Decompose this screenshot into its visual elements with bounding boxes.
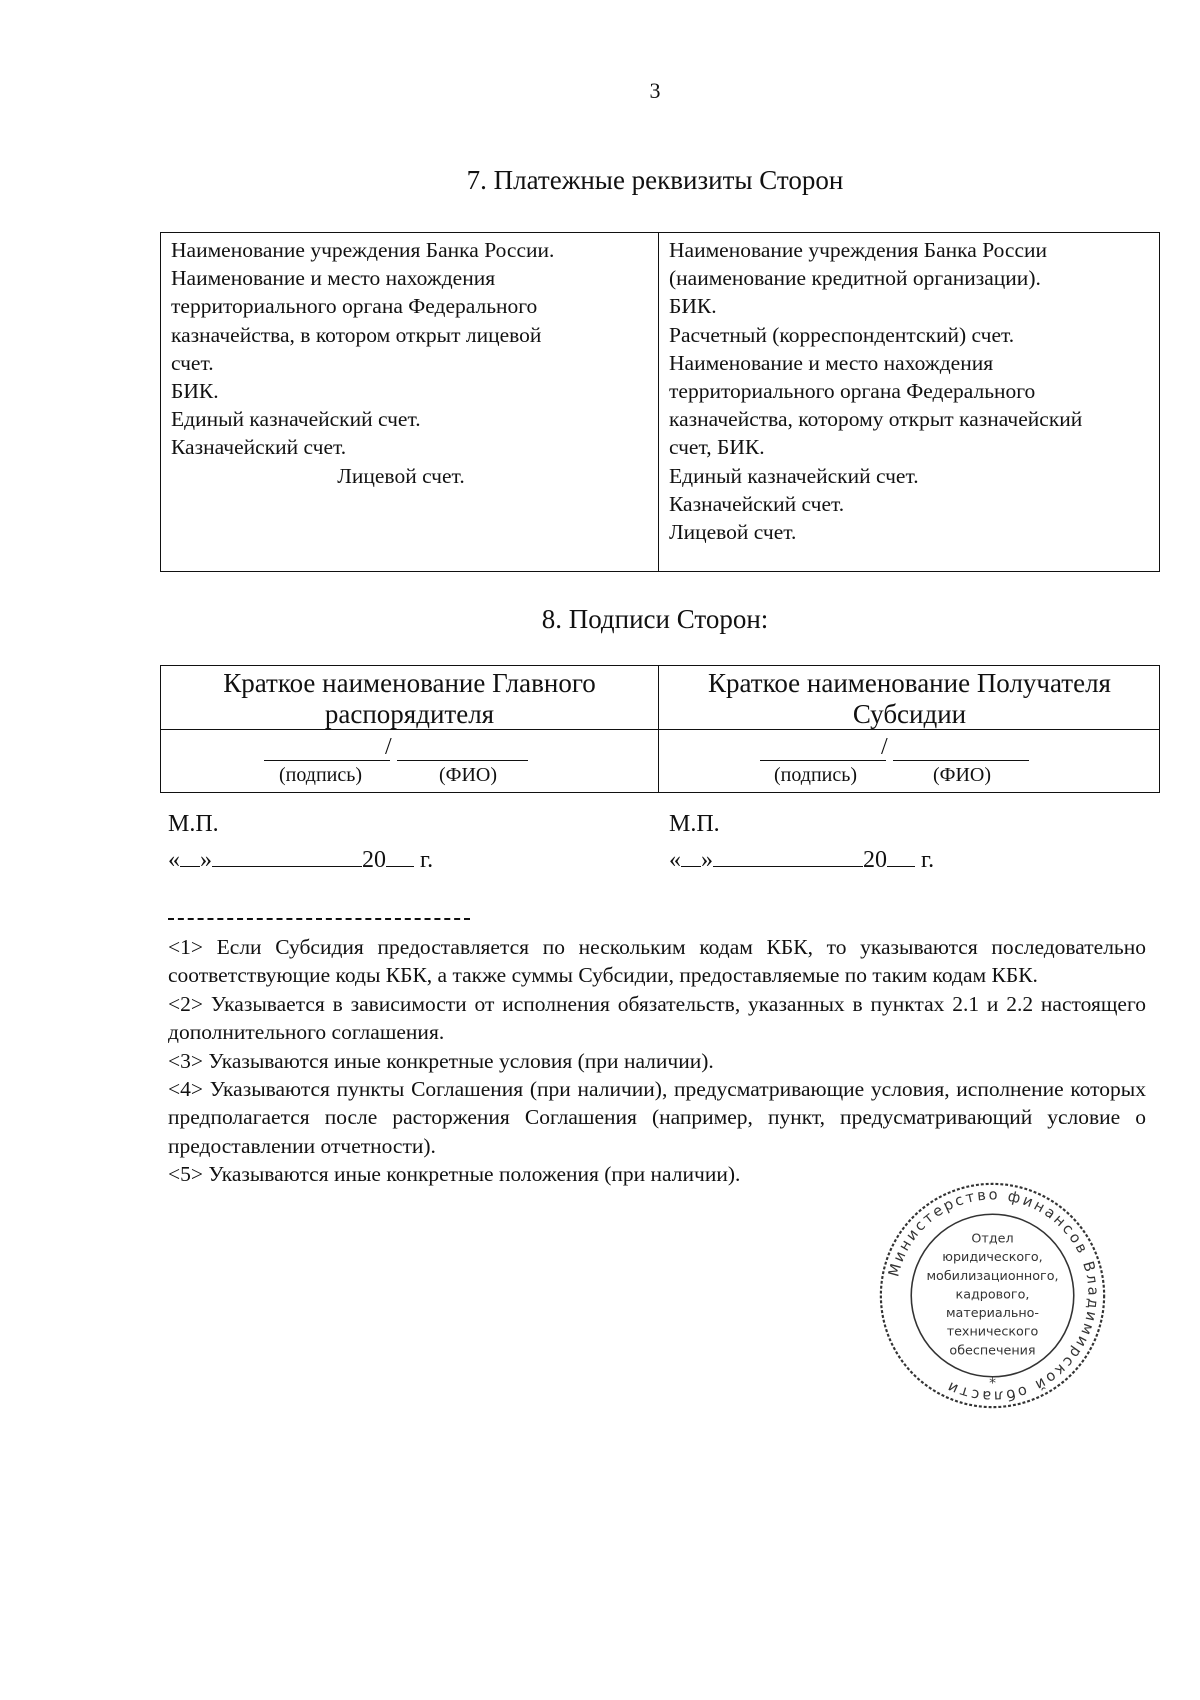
seal-place-right: М.П. — [669, 811, 720, 837]
year-blank[interactable] — [386, 846, 414, 867]
detail-line: БИК. — [171, 379, 219, 404]
day-blank[interactable] — [681, 846, 701, 867]
recipient-details — [669, 236, 1155, 546]
section-7-title: 7. Платежные реквизиты Сторон — [466, 165, 844, 195]
detail-line: счет. — [171, 350, 214, 375]
year-blank[interactable] — [887, 846, 915, 867]
stamp-center-line: мобилизационного, — [926, 1267, 1059, 1283]
stamp-center-line: Отдел — [971, 1230, 1014, 1246]
year-prefix: 20 — [863, 847, 887, 873]
signature-slash: / — [385, 734, 392, 760]
year-prefix: 20 — [362, 847, 386, 873]
main-manager-short-name: Краткое наименование Главного распорядителя — [223, 668, 596, 729]
quote-close: » — [701, 847, 713, 873]
footnote-4: <4> Указываются пункты Соглашения (при наличии), предусматривающие условия, исполнение которых предполагается после расторжения Соглашения (например, пункт, предусматривающий условие о предоставлении отчетности). — [168, 1077, 1146, 1158]
quote-open: « — [168, 847, 180, 873]
year-suffix: г. — [420, 847, 434, 873]
name-caption: (ФИО) — [933, 764, 992, 786]
signature-blank — [760, 760, 886, 761]
detail-line: Наименование и место нахождения — [669, 350, 994, 375]
signature-slash: / — [881, 734, 888, 760]
seal-place-left: М.П. — [168, 811, 219, 837]
footnote-3: <3> Указываются иные конкретные условия (при наличии). — [168, 1048, 714, 1073]
detail-line: казначейства, которому открыт казначейский — [669, 407, 1083, 432]
footnote-2: <2> Указывается в зависимости от исполнения обязательств, указанных в пунктах 2.1 и 2.2 настоящего дополнительного соглашения. — [168, 991, 1146, 1045]
footnotes — [168, 933, 1146, 1189]
detail-line: Наименование учреждения Банка России. — [171, 238, 555, 262]
stamp-center-line: технического — [946, 1323, 1039, 1339]
name-caption: (ФИО) — [439, 764, 498, 786]
recipient-signature-field[interactable] — [661, 732, 1158, 790]
stamp-ring-text: Министерство финансов Владимирской области — [885, 1186, 1102, 1405]
payment-details-table — [160, 232, 1160, 572]
name-blank — [893, 760, 1029, 761]
date-line-left — [168, 846, 433, 874]
signature-blank — [264, 760, 390, 761]
quote-close: » — [200, 847, 212, 873]
detail-line: Наименование и место нахождения — [171, 266, 496, 291]
detail-line: Наименование учреждения Банка России — [669, 238, 1048, 262]
detail-line: (наименование кредитной организации). — [669, 266, 1041, 291]
signature-caption: (подпись) — [774, 764, 858, 786]
stamp-center-line: кадрового, — [955, 1286, 1030, 1302]
star-icon: * — [989, 1375, 996, 1392]
stamp-center-line: материально- — [945, 1305, 1040, 1321]
year-suffix: г. — [921, 847, 935, 873]
month-blank[interactable] — [713, 846, 863, 867]
page-number: 3 — [649, 78, 661, 103]
footnote-5: <5> Указываются иные конкретные положения (при наличии). — [168, 1162, 741, 1187]
stamp-center-line: обеспечения — [949, 1342, 1036, 1358]
detail-line: Единый казначейский счет. — [171, 407, 421, 432]
stamp-center-line: юридического, — [942, 1249, 1043, 1265]
section-8-title: 8. Подписи Сторон: — [541, 604, 769, 634]
quote-open: « — [669, 847, 681, 873]
detail-line: Расчетный (корреспондентский) счет. — [669, 322, 1015, 347]
detail-line: территориального органа Федерального — [171, 294, 538, 319]
detail-line: счет, БИК. — [669, 435, 765, 460]
main-manager-details — [171, 236, 651, 490]
official-stamp — [875, 1178, 1110, 1413]
main-manager-signature-field[interactable] — [161, 732, 658, 790]
detail-line: Лицевой счет. — [337, 463, 465, 488]
day-blank[interactable] — [180, 846, 200, 867]
recipient-short-name: Краткое наименование Получателя Субсидии — [708, 668, 1111, 729]
date-line-right — [669, 846, 934, 874]
detail-line: Лицевой счет. — [669, 520, 797, 545]
footnote-divider — [168, 918, 470, 920]
detail-line: БИК. — [669, 294, 717, 319]
signatures-table — [160, 665, 1160, 793]
detail-line: Казначейский счет. — [669, 491, 845, 516]
footnote-1: <1> Если Субсидия предоставляется по нескольким кодам КБК, то указываются последовательно соответствующие коды КБК, а также суммы Субсидии, предоставляемые по таким кодам КБК. — [168, 935, 1146, 988]
signature-caption: (подпись) — [279, 764, 363, 786]
detail-line: Единый казначейский счет. — [669, 463, 919, 488]
detail-line: Казначейский счет. — [171, 435, 347, 460]
name-blank — [397, 760, 528, 761]
month-blank[interactable] — [212, 846, 362, 867]
detail-line: казначейства, в котором открыт лицевой — [171, 322, 542, 347]
detail-line: территориального органа Федерального — [669, 379, 1036, 404]
table-divider — [658, 233, 659, 571]
